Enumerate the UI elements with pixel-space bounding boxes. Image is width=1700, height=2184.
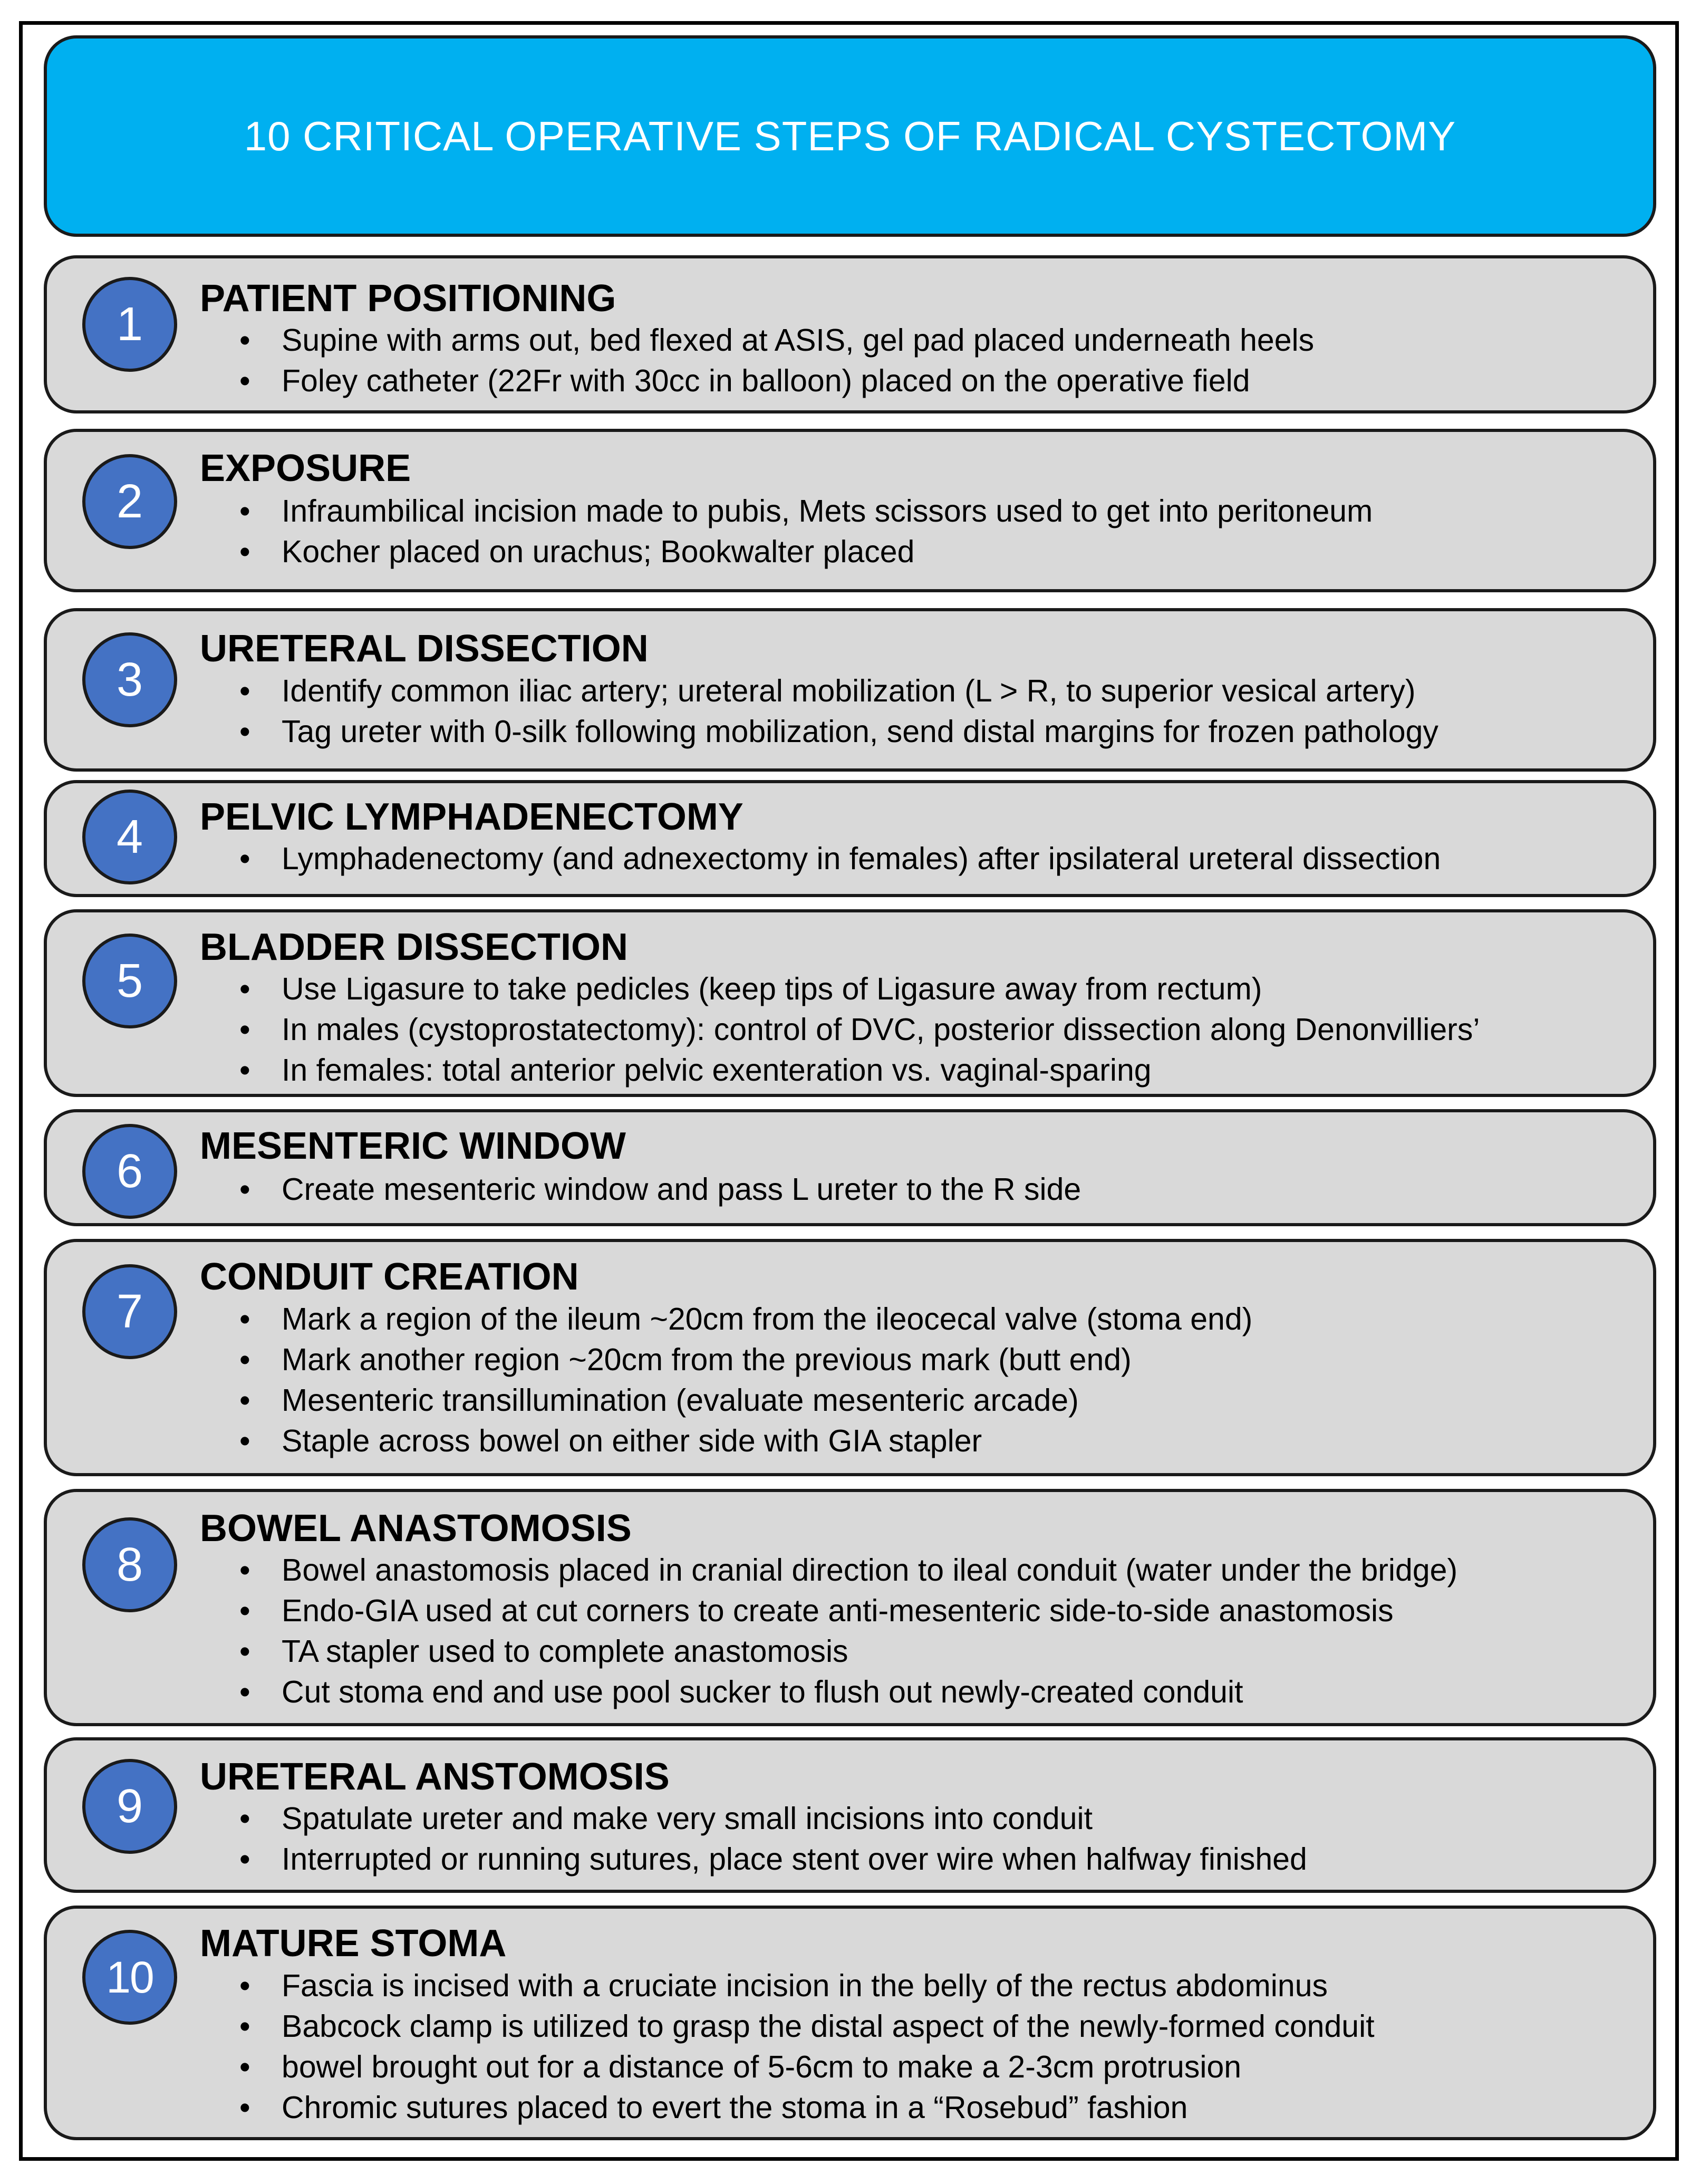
step-3-box [44, 608, 1656, 772]
step-title: PATIENT POSITIONING [200, 277, 616, 320]
bullet-item: • Kocher placed on urachus; Bookwalter placed [282, 532, 1373, 572]
step-title: CONDUIT CREATION [200, 1256, 579, 1298]
step-bullet-list [282, 839, 1441, 879]
step-5-box [44, 909, 1656, 1097]
bullet-item: • Use Ligasure to take pedicles (keep tips of Ligasure away from rectum) [282, 969, 1480, 1009]
bullet-item: • Identify common iliac artery; ureteral mobilization (L > R, to superior vesical artery) [282, 671, 1438, 711]
bullet-item: • In females: total anterior pelvic exenteration vs. vaginal-sparing [282, 1050, 1480, 1091]
bullet-item: • Staple across bowel on either side with GIA stapler [282, 1421, 1252, 1461]
bullet-item: • Supine with arms out, bed flexed at ASIS, gel pad placed underneath heels [282, 320, 1314, 361]
step-title: URETERAL DISSECTION [200, 628, 649, 670]
step-bullet-list [282, 320, 1314, 401]
bullet-item: • Mark another region ~20cm from the previous mark (butt end) [282, 1340, 1252, 1380]
step-10-box [44, 1906, 1656, 2140]
bullet-item: • In males (cystoprostatectomy): control of DVC, posterior dissection along Denonvilliers’ [282, 1009, 1480, 1050]
step-bullet-list [282, 1798, 1307, 1880]
bullet-item: • Create mesenteric window and pass L ureter to the R side [282, 1169, 1081, 1210]
step-1-box [44, 255, 1656, 413]
step-bullet-list [282, 671, 1438, 752]
step-number-badge: 2 [82, 454, 177, 549]
bullet-item: • Interrupted or running sutures, place stent over wire when halfway finished [282, 1839, 1307, 1880]
bullet-item: • Cut stoma end and use pool sucker to flush out newly-created conduit [282, 1672, 1457, 1712]
step-2-box [44, 429, 1656, 592]
step-9-box [44, 1737, 1656, 1893]
step-bullet-list [282, 969, 1480, 1091]
step-bullet-list [282, 1299, 1252, 1461]
bullet-item: • bowel brought out for a distance of 5-6cm to make a 2-3cm protrusion [282, 2047, 1375, 2087]
step-number-badge: 8 [82, 1517, 177, 1612]
step-title: BOWEL ANASTOMOSIS [200, 1507, 632, 1550]
step-8-box [44, 1489, 1656, 1726]
bullet-item: • Chromic sutures placed to evert the stoma in a “Rosebud” fashion [282, 2087, 1375, 2128]
step-title: BLADDER DISSECTION [200, 926, 629, 968]
step-title: MESENTERIC WINDOW [200, 1125, 626, 1167]
title-banner [44, 35, 1656, 237]
step-bullet-list [282, 1550, 1457, 1712]
step-number-badge: 6 [82, 1124, 177, 1219]
page-title: 10 CRITICAL OPERATIVE STEPS OF RADICAL CYSTECTOMY [244, 112, 1456, 159]
bullet-item: • Foley catheter (22Fr with 30cc in balloon) placed on the operative field [282, 361, 1314, 401]
step-6-box [44, 1109, 1656, 1226]
step-title: URETERAL ANSTOMOSIS [200, 1756, 670, 1798]
step-title: PELVIC LYMPHADENECTOMY [200, 796, 743, 838]
step-bullet-list [282, 491, 1373, 572]
bullet-item: • Bowel anastomosis placed in cranial direction to ileal conduit (water under the bridge) [282, 1550, 1457, 1591]
step-bullet-list [282, 1966, 1375, 2128]
step-number-badge: 3 [82, 632, 177, 727]
bullet-item: • Mesenteric transillumination (evaluate mesenteric arcade) [282, 1380, 1252, 1421]
step-number-badge: 4 [82, 790, 177, 884]
step-number-badge: 10 [82, 1930, 177, 2025]
bullet-item: • Spatulate ureter and make very small incisions into conduit [282, 1798, 1307, 1839]
step-bullet-list [282, 1169, 1081, 1210]
bullet-item: • Mark a region of the ileum ~20cm from the ileocecal valve (stoma end) [282, 1299, 1252, 1340]
bullet-item: • Tag ureter with 0-silk following mobilization, send distal margins for frozen pathology [282, 711, 1438, 752]
step-number-badge: 7 [82, 1264, 177, 1359]
bullet-item: • TA stapler used to complete anastomosis [282, 1631, 1457, 1672]
bullet-item: • Babcock clamp is utilized to grasp the distal aspect of the newly-formed conduit [282, 2006, 1375, 2047]
bullet-item: • Fascia is incised with a cruciate incision in the belly of the rectus abdominus [282, 1966, 1375, 2006]
bullet-item: • Endo-GIA used at cut corners to create anti-mesenteric side-to-side anastomosis [282, 1591, 1457, 1631]
step-number-badge: 5 [82, 934, 177, 1028]
step-title: MATURE STOMA [200, 1922, 507, 1965]
bullet-item: • Lymphadenectomy (and adnexectomy in females) after ipsilateral ureteral dissection [282, 839, 1441, 879]
step-4-box [44, 780, 1656, 897]
bullet-item: • Infraumbilical incision made to pubis, Mets scissors used to get into peritoneum [282, 491, 1373, 532]
step-title: EXPOSURE [200, 447, 411, 489]
step-7-box [44, 1239, 1656, 1476]
step-number-badge: 9 [82, 1759, 177, 1854]
step-number-badge: 1 [82, 277, 177, 372]
